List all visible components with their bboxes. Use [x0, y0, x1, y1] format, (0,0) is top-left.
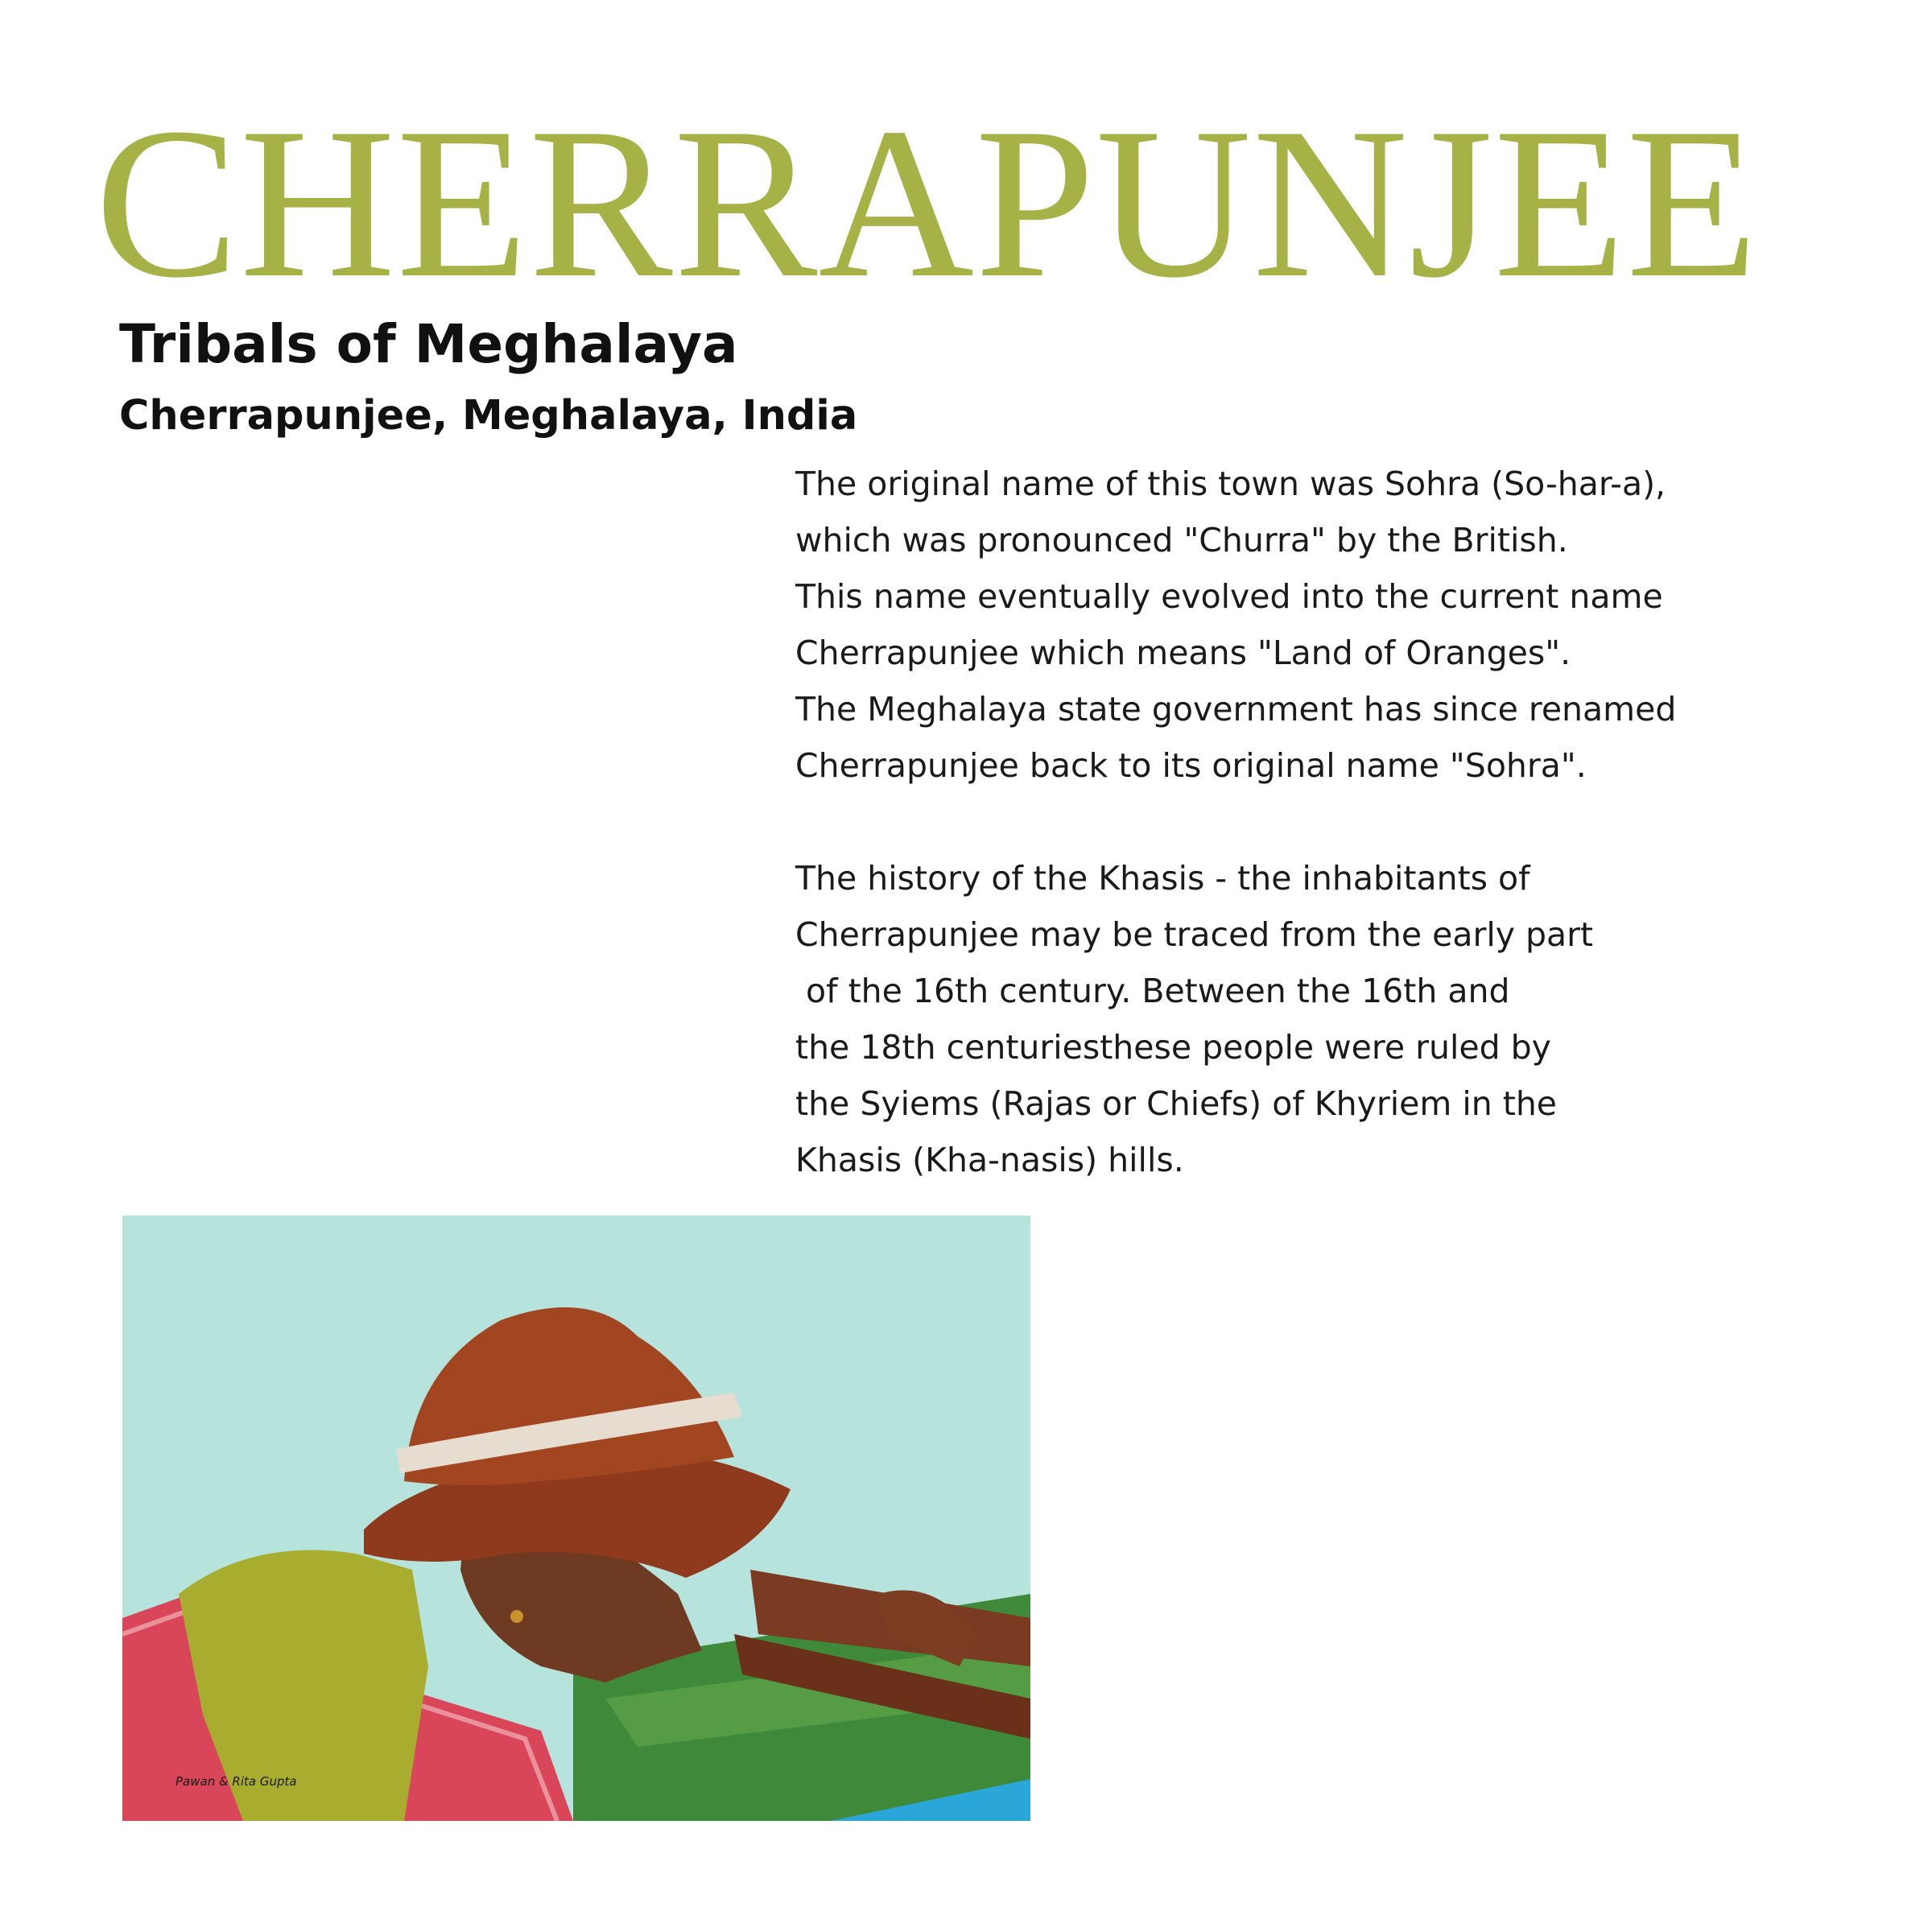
text-line: The Meghalaya state government has since renamed: [795, 690, 1677, 729]
text-line: which was pronounced "Churra" by the British.: [795, 521, 1568, 559]
text-line: This name eventually evolved into the current name: [795, 577, 1663, 616]
body-text: [795, 456, 1842, 1188]
paragraph-history-khasis: [795, 850, 1842, 1188]
text-line: Cherrapunjee which means "Land of Oranges".: [795, 634, 1571, 672]
photo-signature: Pawan & Rita Gupta: [175, 1774, 297, 1789]
text-line: the Syiems (Rajas or Chiefs) of Khyriem in the: [795, 1084, 1558, 1123]
subtitle: Tribals of Meghalaya: [119, 313, 738, 375]
text-line: Cherrapunjee may be traced from the early part: [795, 915, 1594, 954]
text-line: Khasis (Kha-nasis) hills.: [795, 1141, 1184, 1179]
photo-earring: [510, 1610, 523, 1623]
paragraph-history-name: [795, 456, 1842, 794]
text-line: Cherrapunjee back to its original name "Sohra".: [795, 746, 1587, 785]
text-line: The history of the Khasis - the inhabitants of: [795, 859, 1530, 898]
location-line: Cherrapunjee, Meghalaya, India: [119, 392, 858, 440]
text-line: the 18th centuriesthese people were ruled by: [795, 1028, 1551, 1067]
portrait-photo: [122, 1216, 1030, 1821]
text-line: of the 16th century. Between the 16th and: [795, 972, 1510, 1010]
page-title: CHERRAPUNJEE: [95, 83, 1759, 322]
text-line: The original name of this town was Sohra (So-har-a),: [795, 464, 1666, 503]
